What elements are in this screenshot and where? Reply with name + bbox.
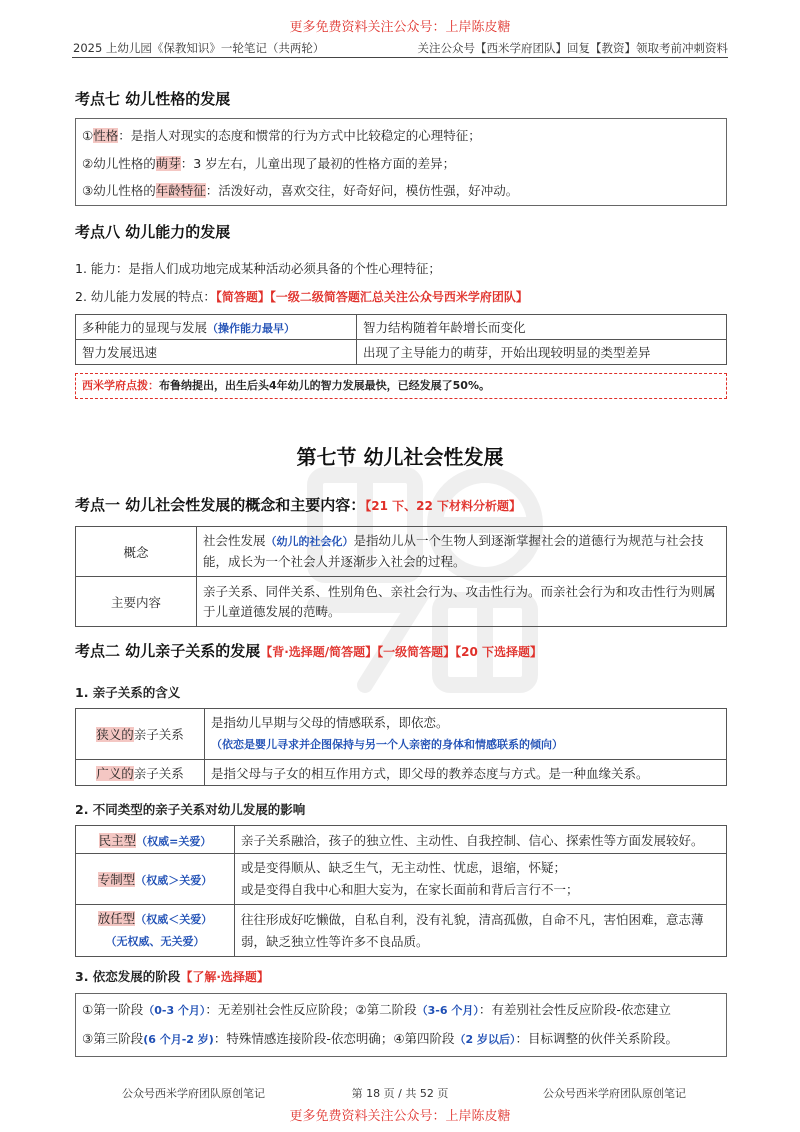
- stage-1-desc: ：无差别社会性反应阶段；②第二阶段: [205, 1002, 417, 1017]
- s2-heading: [75, 640, 542, 661]
- footer-left-text: 公众号西米学府团队原创笔记: [122, 1087, 265, 1100]
- s2-t2-content: 亲子关系融洽，孩子的独立性、主动性、自我控制、信心、探索性等方面发展较好。: [235, 826, 727, 854]
- s1-row-label: 主要内容: [76, 577, 197, 627]
- kp8-table-cell: [76, 315, 357, 340]
- s2-t2-r2-text-b: 或是变得自我中心和胆大妄为，在家长面前和背后言行不一；: [241, 882, 579, 897]
- stage-4-desc: ：目标调整的伙伴关系阶段。: [515, 1031, 679, 1046]
- s2-t2-r2-note: （权威＞关爱）: [135, 874, 213, 887]
- s2-t2-label: [76, 826, 235, 854]
- s2-t1-row: [76, 760, 727, 786]
- footer-page-number: 第 18 页 / 共 52 页: [351, 1087, 449, 1100]
- stage-1-age: （0-3 个月）: [143, 1004, 206, 1017]
- s2-sub-heading-3: [75, 967, 269, 985]
- s1-heading: [75, 494, 521, 515]
- s1-table-row: [76, 577, 727, 627]
- s2-t1-r1-label-text: 亲子关系: [133, 727, 184, 742]
- kp8-table: [75, 314, 727, 365]
- kp8-heading: 考点八 幼儿能力的发展: [75, 223, 231, 241]
- s1-row-content: [197, 527, 727, 577]
- s2-t1-r1-text: 是指幼儿早期与父母的情感联系，即依恋。: [211, 715, 449, 730]
- kp8-tip-text: 布鲁纳提出，出生后头4年幼儿的智力发展最快，已经发展了50%。: [159, 379, 490, 392]
- bottom-promo-text: 更多免费资料关注公众号：上岸陈皮糖: [289, 1109, 511, 1124]
- s2-t1-r1-highlight: 狭义的: [96, 727, 134, 742]
- s2-sub3-tag: 【了解·选择题】: [180, 970, 269, 984]
- s2-sub3-text: 3. 依恋发展的阶段: [75, 969, 181, 984]
- s2-t2-content: [235, 854, 727, 905]
- s2-t1-r1-note: （依恋是婴儿寻求并企图保持与另一个人亲密的身体和情感联系的倾向）: [211, 738, 563, 751]
- stage-2-desc: ：有差别社会性反应阶段-依恋建立: [478, 1002, 671, 1017]
- s2-t1-content: 是指父母与子女的相互作用方式，即父母的教养态度与方式。是一种血缘关系。: [205, 760, 727, 786]
- s1-table: [75, 526, 727, 627]
- kp8-table-cell: 智力结构随着年龄增长而变化: [357, 315, 727, 340]
- s2-table-2: [75, 825, 727, 957]
- kp8-tip-label: 西米学府点拨：: [82, 379, 159, 392]
- kp8-table-row: [76, 315, 727, 340]
- kp7-box: [75, 118, 727, 206]
- s2-t2-r3-note: （权威＜关爱）: [135, 913, 213, 926]
- kp7-l1-text: ：是指人对现实的态度和惯常的行为方式中比较稳定的心理特征；: [118, 128, 481, 143]
- s1-r1-note: （幼儿的社会化）: [265, 535, 354, 548]
- stage-2-age: （3-6 个月）: [416, 1004, 479, 1017]
- section-title: 第七节 幼儿社会性发展: [296, 445, 504, 469]
- s2-sub-heading-2: 2. 不同类型的亲子关系对幼儿发展的影响: [75, 802, 306, 817]
- kp7-l3-prefix: ③幼儿性格的: [82, 183, 156, 198]
- kp8-para-1: 1. 能力：是指人们成功地完成某种活动必须具备的个性心理特征；: [75, 261, 441, 276]
- kp7-l3-highlight: 年龄特征: [155, 183, 206, 198]
- s2-t2-r3-highlight: 放任型: [97, 911, 136, 926]
- s2-table-1: [75, 708, 727, 786]
- s2-t2-r2-text-a: 或是变得顺从、缺乏生气，无主动性、忧虑，退缩，怀疑；: [241, 860, 567, 875]
- s2-sub-heading-1: 1. 亲子关系的含义: [75, 685, 181, 700]
- kp8-table-row: [76, 340, 727, 365]
- kp7-l2-highlight: 萌芽: [155, 156, 181, 171]
- s2-t1-row: [76, 709, 727, 760]
- kp7-l2-prefix: ②幼儿性格的: [82, 156, 156, 171]
- s2-t2-label: [76, 905, 235, 957]
- s1-row-content: 亲子关系、同伴关系、性别角色、亲社会行为、攻击性行为。而亲社会行为和攻击性行为则属于儿童道德发展的范畴。: [197, 577, 727, 627]
- header-right-text: 关注公众号【西米学府团队】回复【教资】领取考前冲刺资料: [417, 41, 728, 55]
- s2-t2-row: [76, 826, 727, 854]
- s2-stages-box: [75, 993, 727, 1057]
- header-divider: [72, 57, 728, 58]
- s2-t2-label: [76, 854, 235, 905]
- stage-4-age: （2 岁以后）: [454, 1033, 516, 1046]
- kp8-cell-note: （操作能力最早）: [207, 322, 296, 335]
- kp7-l1-prefix: ①: [82, 128, 94, 143]
- top-promo-text: 更多免费资料关注公众号：上岸陈皮糖: [289, 20, 511, 35]
- s2-t2-content: 往往形成好吃懒做，自私自利，没有礼貌，清高孤傲，自命不凡，害怕困难，意志薄弱，缺乏独立性等许多不良品质。: [235, 905, 727, 957]
- stage-3-label: ③第三阶段: [82, 1031, 144, 1046]
- s1-heading-text: 考点一 幼儿社会性发展的概念和主要内容：: [75, 496, 366, 514]
- kp8-table-cell: 出现了主导能力的萌芽，开始出现较明显的类型差异: [357, 340, 727, 365]
- kp8-para-2: [75, 287, 528, 305]
- s2-t1-label: [76, 760, 205, 786]
- header-left-text: 2025 上幼儿园《保教知识》一轮笔记（共两轮）: [73, 41, 325, 55]
- s2-heading-tags: 【背·选择题/简答题】【一级简答题】【20 下选择题】: [260, 645, 543, 659]
- s2-t2-r1-note: （权威=关爱）: [136, 834, 212, 848]
- kp8-table-cell: 智力发展迅速: [76, 340, 357, 365]
- s2-t2-r3-note2: （无权威、无关爱）: [105, 935, 205, 948]
- stage-1-label: ①第一阶段: [82, 1002, 144, 1017]
- s2-stages-line-2: [76, 1025, 726, 1054]
- kp7-line-1: [82, 126, 481, 144]
- kp7-line-3: [82, 181, 518, 199]
- kp7-heading: 考点七 幼儿性格的发展: [75, 90, 231, 108]
- s1-r1-text-a: 社会性发展: [203, 533, 266, 548]
- stage-3-age: (6 个月-2 岁): [143, 1033, 214, 1046]
- s1-heading-tag: 【21 下、22 下材料分析题】: [365, 499, 521, 513]
- kp8-tip-box: [75, 373, 727, 399]
- kp8-para-2-tag: 【简答题】【一级二级简答题汇总关注公众号西米学府团队】: [215, 290, 528, 304]
- kp7-line-2: [82, 154, 455, 172]
- footer-right-text: 公众号西米学府团队原创笔记: [543, 1087, 686, 1100]
- s2-t2-row: [76, 905, 727, 957]
- s2-t1-r2-highlight: 广义的: [96, 765, 134, 781]
- kp8-para-2-text: 2. 幼儿能力发展的特点：: [75, 289, 216, 304]
- s2-t1-r2-label-text: 亲子关系: [133, 765, 184, 781]
- stage-3-desc: ：特殊情感连接阶段-依恋明确；④第四阶段: [213, 1031, 455, 1046]
- s2-t2-r2-highlight: 专制型: [97, 872, 136, 887]
- s2-heading-text: 考点二 幼儿亲子关系的发展: [75, 642, 261, 660]
- s2-t1-label: [76, 709, 205, 760]
- s2-t2-r1-highlight: 民主型: [98, 832, 137, 848]
- s1-table-row: [76, 527, 727, 577]
- kp7-l1-highlight: 性格: [93, 128, 119, 143]
- kp7-l2-text: ：3 岁左右，儿童出现了最初的性格方面的差异；: [180, 156, 456, 171]
- s2-stages-line-1: [76, 994, 726, 1025]
- s2-t2-row: [76, 854, 727, 905]
- kp7-l3-text: ：活泼好动，喜欢交往，好奇好问，模仿性强，好冲动。: [205, 183, 519, 198]
- s1-r1-text-b: 是指幼儿从一个生物人到逐渐掌握社会的道德行为规范与社会技能，成长为一个社会人并逐渐步入社会的过程。: [203, 533, 704, 569]
- s2-t1-content: [205, 709, 727, 760]
- kp8-cell-text: 多种能力的显现与发展: [82, 320, 208, 335]
- s1-row-label: 概念: [76, 527, 197, 577]
